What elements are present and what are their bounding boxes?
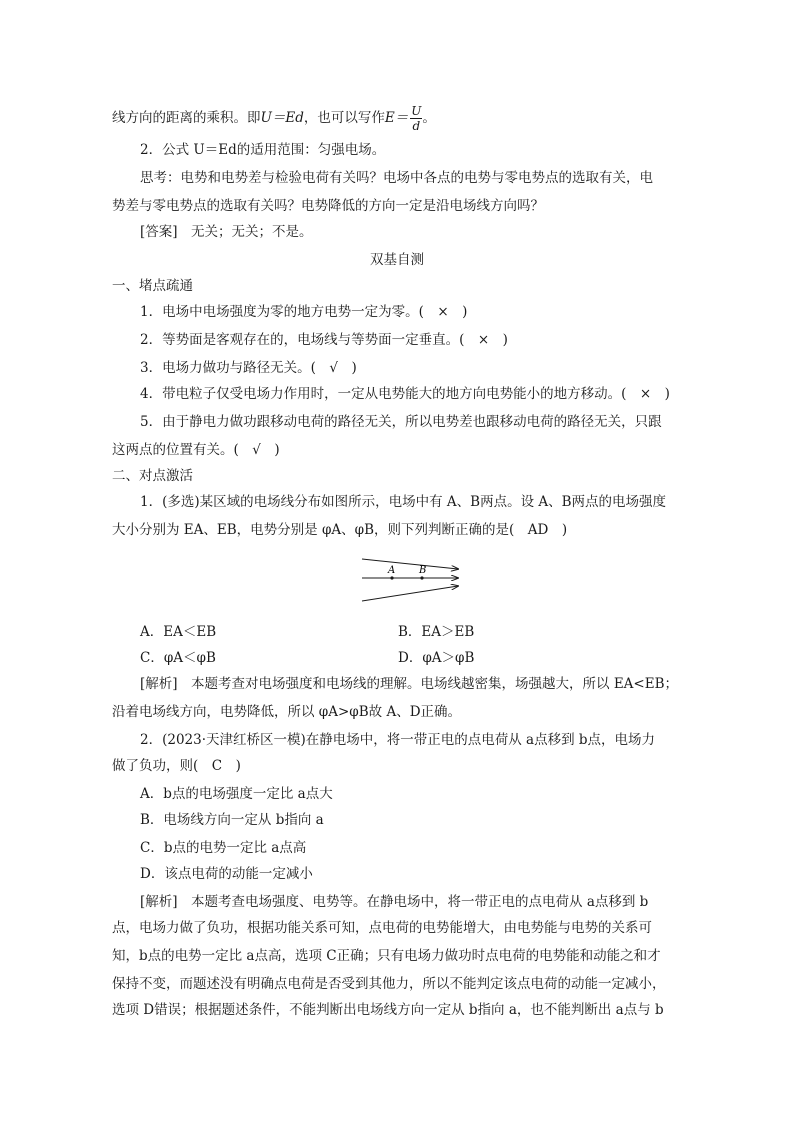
think-line-2: 势差与零电势点的选取有关吗？电势降低的方向一定是沿电场线方向吗？	[112, 198, 544, 214]
q1-line-2: 大小分别为 EA、EB，电势分别是 φA、φB，则下列判断正确的是( AD )	[112, 522, 568, 538]
q2-option-d: D．该点电荷的动能一定减小	[140, 866, 313, 882]
q2-option-a: A．b点的电场强度一定比 a点大	[140, 786, 333, 802]
q1-option-b: B．EA＞EB	[398, 624, 475, 640]
intro-line-2: 2．公式 U＝Ed的适用范围：匀强电场。	[140, 142, 386, 158]
q1-option-a: A．EA＜EB	[140, 624, 217, 640]
point-a-dot	[390, 576, 393, 579]
field-line-top	[362, 559, 458, 569]
q1-line-1: 1．(多选)某区域的电场线分布如图所示，电场中有 A、B两点。设 A、B两点的电场强度	[140, 494, 667, 510]
q2-line-1: 2．(2023·天津红桥区一模)在静电场中，将一带正电的点电荷从 a点移到 b点，电场力	[140, 732, 656, 748]
part1-item-5: 5．由于静电力做功跟移动电荷的路径无关，所以电势差也跟移动电荷的路径无关，只跟	[140, 414, 662, 430]
electric-field-figure	[350, 553, 470, 613]
point-b-dot	[420, 576, 423, 579]
intro-text-mid: ，也可以写作	[303, 110, 385, 126]
part1-item-3: 3．电场力做功与路径无关。( √ )	[140, 360, 357, 376]
q1-option-d: D．φA＞φB	[398, 650, 475, 666]
point-b-label: B	[419, 565, 427, 576]
q2-analysis-5: 选项 D错误；根据题述条件，不能判断出电场线方向一定从 b指向 a，也不能判断出 a点与 b	[112, 1002, 664, 1018]
intro-line-1	[112, 104, 436, 133]
intro-text: 线方向的距离的乘积。即	[112, 110, 261, 126]
intro-text-end: 。	[422, 110, 436, 126]
q2-analysis-1: [解析] 本题考查电场强度、电势等。在静电场中，将一带正电的点电荷从 a点移到 b	[140, 894, 649, 910]
part1-item-5-cont: 这两点的位置有关。( √ )	[112, 442, 280, 458]
part2-heading: 二、对点激活	[112, 468, 193, 484]
fraction-denominator: d	[412, 119, 421, 133]
q2-analysis-2: 点，电场力做了负功，根据功能关系可知，点电荷的电势能增大，由电势能与电势的关系可	[112, 920, 652, 936]
q1-option-c: C．φA＜φB	[140, 650, 216, 666]
q2-analysis-4: 保持不变，而题述没有明确点电荷是否受到其他力，所以不能判定该点电荷的动能一定减小，	[112, 976, 666, 992]
formula-e: E＝	[384, 110, 409, 126]
part1-item-1: 1．电场中电场强度为零的地方电势一定为零。( × )	[140, 304, 468, 320]
answer-line: [答案] 无关；无关；不是。	[140, 224, 313, 240]
q2-line-2: 做了负功，则( C )	[112, 758, 241, 774]
think-line-1: 思考：电势和电势差与检验电荷有关吗？电场中各点的电势与零电势点的选取有关，电	[140, 170, 653, 186]
q1-analysis-2: 沿着电场线方向，电势降低，所以 φA>φB故 A、D正确。	[112, 704, 462, 720]
fraction-numerator: U	[411, 104, 422, 118]
part1-item-4: 4．带电粒子仅受电场力作用时，一定从电势能大的地方向电势能小的地方移动。( × )	[140, 386, 670, 402]
q2-option-b: B．电场线方向一定从 b指向 a	[140, 812, 324, 828]
formula-u-ed: U＝Ed	[260, 110, 304, 126]
section-title: 双基自测	[370, 252, 424, 268]
part1-item-2: 2．等势面是客观存在的，电场线与等势面一定垂直。( × )	[140, 332, 508, 348]
q2-option-c: C．b点的电势一定比 a点高	[140, 840, 307, 856]
field-line-bottom	[362, 586, 458, 601]
part1-heading: 一、堵点疏通	[112, 278, 193, 294]
point-a-label: A	[388, 565, 396, 576]
fraction-u-over-d	[410, 104, 422, 133]
q2-analysis-3: 知，b点的电势一定比 a点高，选项 C正确；只有电场力做功时点电荷的电势能和动能之和才	[112, 948, 661, 964]
q1-analysis-1: [解析] 本题考查对电场强度和电场线的理解。电场线越密集，场强越大，所以 EA<EB；	[140, 676, 679, 692]
